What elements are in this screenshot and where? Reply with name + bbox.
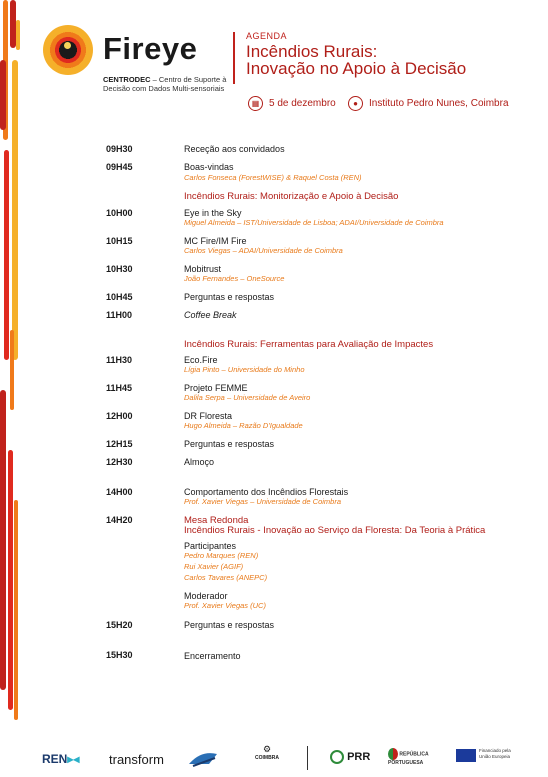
item-title: Eye in the Sky [184,208,242,218]
time: 12H00 [106,411,133,421]
time: 12H30 [106,457,133,467]
item-title: Coffee Break [184,310,237,320]
item-speaker: Miguel Almeida – IST/Universidade de Lisboa; ADAI/Universidade de Coimbra [184,218,444,227]
ren-logo: REN▸◂ [42,752,80,766]
item-speaker: Lígia Pinto – Universidade do Minho [184,365,305,374]
item-title: Encerramento [184,651,241,661]
calendar-icon: ▦ [248,96,263,111]
eu-flag-icon [456,749,476,762]
time: 10H45 [106,292,133,302]
item-speaker: João Fernandes – OneSource [184,274,285,283]
time: 11H45 [106,383,133,393]
participants-label: Participantes [184,541,237,551]
decor-stripe [0,60,6,130]
time: 09H45 [106,162,133,172]
item-speaker: Dalila Serpa – Universidade de Aveiro [184,393,311,402]
decor-stripe [4,150,9,360]
time: 10H30 [106,264,133,274]
prr-logo: PRR [330,750,370,764]
republica-logo: REPÚBLICA PORTUGUESA [388,748,440,766]
item-speaker: Carlos Fonseca (ForestWISE) & Raquel Costa (REN) [184,173,362,182]
eu-funding-label: Financiado pela União Europeia [479,748,511,759]
round-table-title: Incêndios Rurais - Inovação ao Serviço da Floresta: Da Teoria à Prática [184,525,486,536]
item-speaker: Carlos Viegas – ADAI/Universidade de Coimbra [184,246,343,255]
decor-stripe [10,330,14,410]
time: 15H30 [106,650,133,660]
item-title: Projeto FEMME [184,383,248,393]
item-title: Perguntas e respostas [184,439,275,449]
item-title: DR Floresta [184,411,233,421]
brand-name: Fireye [103,31,198,66]
item-title: Receção aos convidados [184,144,285,154]
time: 10H00 [106,208,133,218]
org-description: CENTRODEC – Centro de Suporte à Decisão com Dados Multi-sensoriais [103,75,227,93]
time: 09H30 [106,144,133,154]
item-title: Mobitrust [184,264,222,274]
participant: Pedro Marques (REN) [184,551,259,560]
item-speaker: Hugo Almeida – Razão D'Igualdade [184,421,303,430]
agenda-label: AGENDA [246,31,288,41]
time: 14H20 [106,515,133,525]
event-date: ▦ 5 de dezembro [248,96,336,111]
time: 11H00 [106,310,133,320]
time: 11H30 [106,355,133,365]
transform-logo: transform [109,752,164,767]
item-title: Eco.Fire [184,355,218,365]
decor-stripe [12,60,18,360]
time: 14H00 [106,487,133,497]
item-title: Perguntas e respostas [184,292,275,302]
decor-stripe [8,450,13,710]
item-title: Perguntas e respostas [184,620,275,630]
page-title: Incêndios Rurais: Inovação no Apoio à Decisão [246,42,467,78]
item-title: MC Fire/IM Fire [184,236,247,246]
moderator-label: Moderador [184,591,228,601]
location-pin-icon: ● [348,96,363,111]
item-speaker: Prof. Xavier Viegas – Universidade de Coimbra [184,497,342,506]
fireye-logo [43,25,93,75]
time: 15H20 [106,620,133,630]
time: 12H15 [106,439,133,449]
event-venue: ● Instituto Pedro Nunes, Coimbra [348,96,509,111]
item-title: Boas-vindas [184,162,234,172]
section-heading: Incêndios Rurais: Ferramentas para Avaliação de Impactes [184,339,434,350]
participant: Carlos Tavares (ANEPC) [184,573,268,582]
decor-stripe [16,20,20,50]
item-title: Comportamento dos Incêndios Florestais [184,487,349,497]
item-title: Almoço [184,457,215,467]
round-table-heading: Mesa Redonda [184,515,249,526]
time: 10H15 [106,236,133,246]
divider [307,746,308,770]
moderator: Prof. Xavier Viegas (UC) [184,601,266,610]
partner-logo [187,748,219,768]
divider [233,32,235,84]
decor-stripe [0,390,6,690]
participant: Rui Xavier (AGIF) [184,562,244,571]
coimbra-logo: ⚙ COIMBRA [255,744,279,761]
decor-stripe [14,500,18,720]
section-heading: Incêndios Rurais: Monitorização e Apoio à Decisão [184,191,399,202]
